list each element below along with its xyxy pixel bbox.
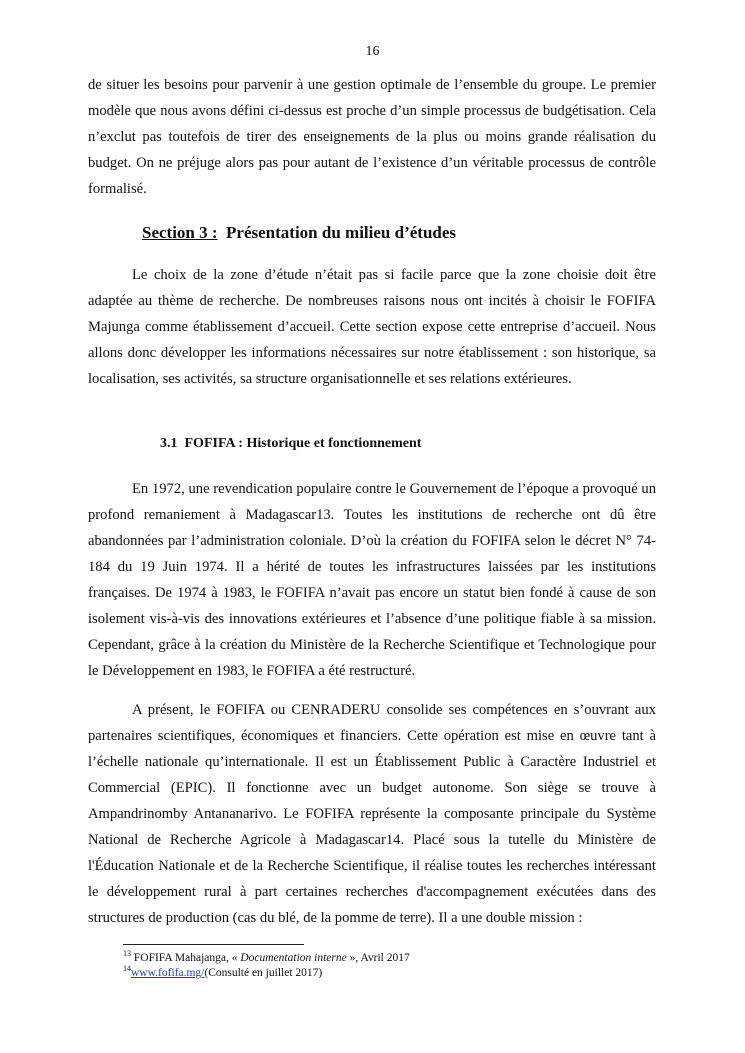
subsection-number: 3.1 — [160, 436, 178, 451]
footnotes — [123, 951, 663, 981]
paragraph-history: En 1972, une revendication populaire contre le Gouvernement de l’époque a provoqué un profond remaniement à Madagascar13. Toutes les institutions de recherche ont dû être abandonnées par l’administration coloniale. D’où la création du FOFIFA selon le décret N° 74-184 du 19 Juin 1974. Il a hérité de toutes les infrastructures laissées par les institutions françaises. De 1974 à 1983, le FOFIFA n’avait pas encore un statut bien fondé à cause de son isolement vis-à-vis des innovations extérieures et l’absence d’une politique fiable à sa mission. Cependant, grâce à la création du Ministère de la Recherche Scientifique et Technologique pour le Développement en 1983, le FOFIFA a été restructuré. — [88, 481, 656, 679]
footnote-13 — [123, 951, 663, 966]
section-title: Présentation du milieu d’études — [226, 223, 457, 242]
footnote-text-end: », Avril 2017 — [346, 952, 410, 964]
footnote-italic-title: Documentation interne — [240, 952, 347, 964]
footnote-separator — [123, 944, 304, 945]
footnote-marker: 13 — [123, 949, 131, 959]
footnote-text: FOFIFA Mahajanga, « — [133, 952, 241, 964]
section-heading — [142, 223, 456, 243]
section-number: Section 3 : — [142, 223, 218, 242]
footnote-marker: 14 — [123, 964, 131, 974]
footnote-link[interactable]: www.fofifa.mg/ — [131, 967, 205, 979]
subsection-title: FOFIFA : Historique et fonctionnement — [184, 436, 422, 451]
paragraph-intro-continuation: de situer les besoins pour parvenir à une gestion optimale de l’ensemble du groupe. Le premier modèle que nous avons défini ci-dessus est proche d’un simple processus de budgétisation. Cela n’exclut pas toutefois de tirer des enseignements de la plus ou moins grande réalisation du budget. On ne préjuge alors pas pour autant de l’existence d’un véritable processus de contrôle formalisé. — [88, 77, 656, 197]
page-number: 16 — [365, 44, 380, 59]
footnote-text: (Consulté en juillet 2017) — [204, 967, 323, 979]
paragraph-section-intro: Le choix de la zone d’étude n’était pas si facile parce que la zone choisie doit être adaptée au thème de recherche. De nombreuses raisons nous ont incités à choisir le FOFIFA Majunga comme établissement d’accueil. Cette section expose cette entreprise d’accueil. Nous allons donc développer les informations nécessaires sur notre établissement : son historique, sa localisation, ses activités, sa structure organisationnelle et ses relations extérieures. — [88, 267, 656, 387]
subsection-heading — [160, 436, 421, 452]
footnote-14 — [123, 966, 663, 981]
paragraph-present: A présent, le FOFIFA ou CENRADERU consolide ses compétences en s’ouvrant aux partenaires scientifiques, économiques et financiers. Cette opération est mise en œuvre tant à l’échelle nationale qu’internationale. Il est un Établissement Public à Caractère Industriel et Commercial (EPIC). Il fonctionne avec un budget autonome. Son siège se trouve à Ampandrinomby Antananarivo. Le FOFIFA représente la composante principale du Système National de Recherche Agricole à Madagascar14. Placé sous la tutelle du Ministère de l'Éducation Nationale et de la Recherche Scientifique, il réalise toutes les recherches intéressant le développement rural à part certaines recherches d'accompagnement exécutées dans des structures de production (cas du blé, de la pomme de terre). Il a une double mission : — [88, 702, 656, 926]
